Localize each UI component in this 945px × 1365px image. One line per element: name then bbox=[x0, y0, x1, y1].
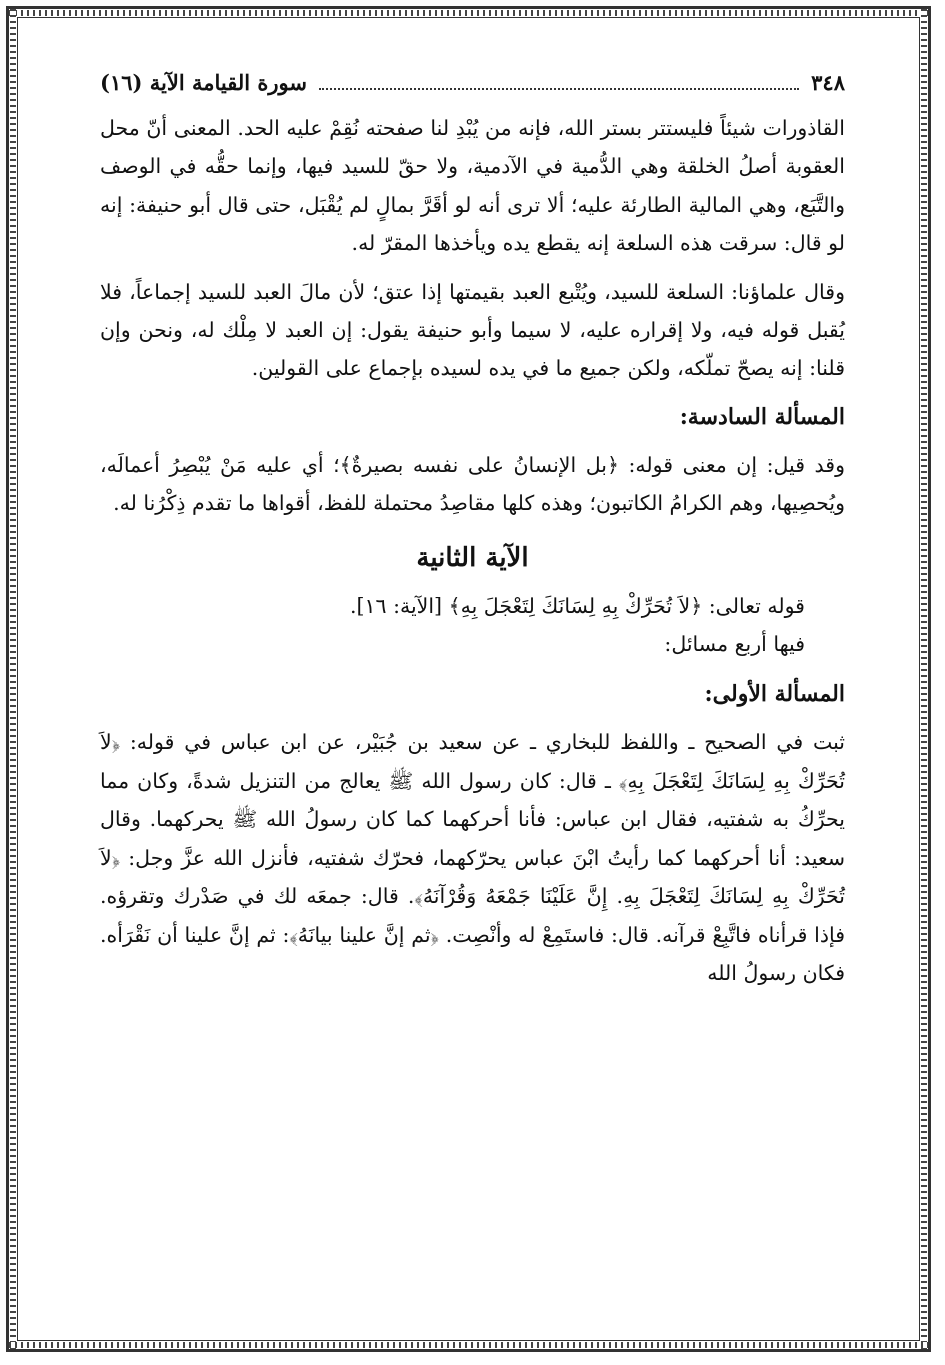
verse-line: قوله تعالى: ﴿لاَ تُحَرِّكْ بِهِ لِسَانَكَ لِتَعْجَلَ بِهِ﴾ [الآية: ١٦]. bbox=[350, 593, 805, 618]
header-title: سورة القيامة الآية (١٦) bbox=[100, 70, 307, 95]
paragraph-issue-1: ثبت في الصحيح ـ واللفظ للبخاري ـ عن سعيد بن جُبَيْر، عن ابن عباس في قوله: ﴿لاَ تُحَرِّكْ بِهِ لِسَانَكَ لِتَعْجَلَ بِهِ﴾ ـ قال: كان رسول الله ﷺ يعالج من التنزيل شدةً، وكان مما يحرِّكُ به شفتيه، فقال ابن عباس: فأنا أحركهما كما كان رسولُ الله ﷺ يحركهما. وقال سعيد: أنا أحركهما كما رأيتُ ابْنَ عباس يحرّكهما، فحرّك شفتيه، فأنزل الله عزَّ وجل: ﴿لاَ تُحَرِّكْ بِهِ لِسَانَكَ لِتَعْجَلَ بِهِ. إِنَّ عَلَيْنَا جَمْعَهُ وَقُرْآنَهُ﴾. قال: جمعَه لك في صَدْرك وتقرؤه. فإذا قرأناه فاتَّبِعْ قرآنه. قال: فاستَمِعْ له وأنْصِت. ﴿ثم إنَّ علينا بيانَهُ﴾: ثم إنَّ علينا أن نَقْرَأه. فكان رسولُ الله bbox=[100, 730, 845, 985]
paragraph-2: وقال علماؤنا: السلعة للسيد، ويُتْبع العبد بقيمتها إذا عتق؛ لأن مالَ العبد للسيد إجماعاً، فلا يُقبل قوله فيه، ولا إقراره عليه، لا سيما وأبو حنيفة يقول: إن العبد لا مِلْك له، ونحن وإن قلنا: إنه يصحّ تملّكه، ولكن جميع ما في يده لسيده بإجماع على القولين. bbox=[100, 279, 845, 381]
page-number: ٣٤٨ bbox=[811, 70, 845, 95]
header-dots bbox=[319, 76, 799, 90]
paragraph-1: القاذورات شيئاً فليستتر بستر الله، فإنه من يُبْدِ لنا صفحته نُقِمْ عليه الحد. المعنى أنّ محل العقوبة أصلُ الخلقة وهي الدُّمية في الآدمية، ولا حقّ للسيد فيها، وإنما حقُّه في الوصف والتَّبَع، وهي المالية الطارئة عليه؛ ألا ترى أنه لو أقَرَّ بمالٍ لم يُقْبَل، حتى قال أبو حنيفة: إنه لو قال: سرقت هذه السلعة إنه يقطع يده ويأخذها المقرّ له. bbox=[100, 116, 845, 256]
heading-issue-6: المسألة السادسة: bbox=[679, 403, 845, 430]
page-content bbox=[100, 70, 845, 1325]
paragraph-issue-6: وقد قيل: إن معنى قوله: ﴿بل الإنسانُ على نفسه بصيرةٌ﴾؛ أي عليه مَنْ يُبْصِرُ أعمالَه، ويُحصِيها، وهم الكرامُ الكاتبون؛ وهذه كلها مقاصِدُ محتملة للفظ، أقواها ما تقدم ذِكْرُنا له. bbox=[100, 452, 845, 516]
section-title: الآية الثانية bbox=[416, 542, 529, 573]
issues-line: فيها أربع مسائل: bbox=[664, 632, 805, 657]
running-header bbox=[100, 70, 845, 109]
heading-issue-1: المسألة الأولى: bbox=[704, 681, 845, 708]
